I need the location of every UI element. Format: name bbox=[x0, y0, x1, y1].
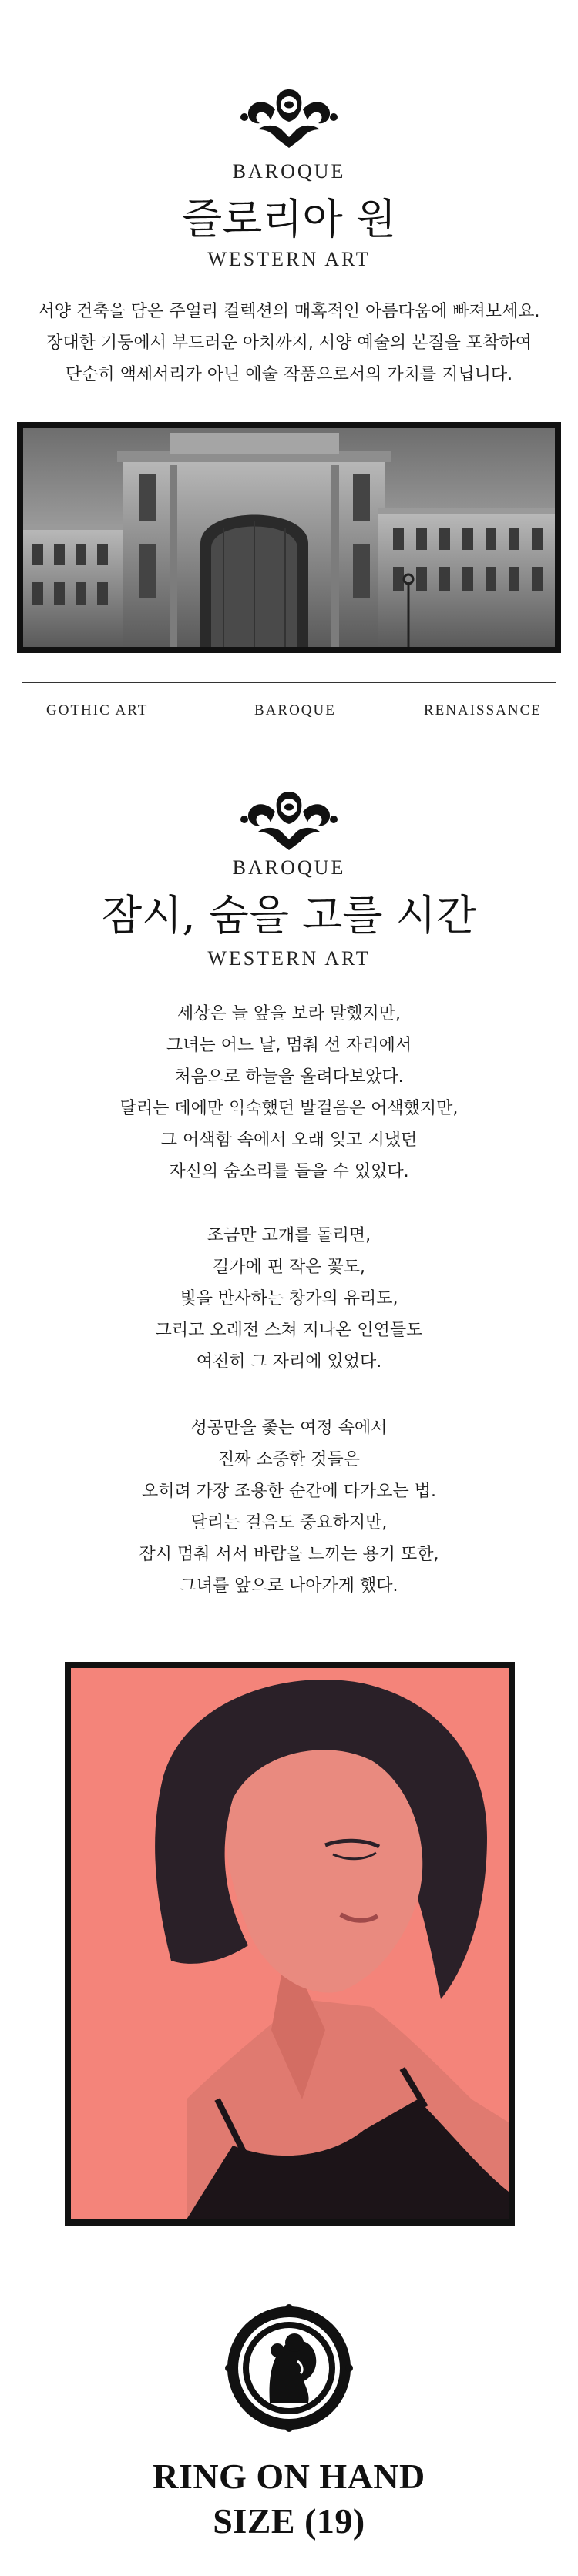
story-title: 잠시, 숨을 고를 시간 bbox=[102, 891, 476, 940]
ornamental-crest-icon bbox=[235, 786, 343, 855]
story-line: 자신의 숨소리를 들을 수 있었다. bbox=[169, 1162, 409, 1181]
story-line: 조금만 고개를 돌리면, bbox=[207, 1226, 371, 1245]
story-line: 그녀는 어느 날, 멈춰 선 자리에서 bbox=[166, 1036, 412, 1055]
section-divider bbox=[22, 682, 556, 683]
nav-item-gothic-art[interactable]: GOTHIC ART bbox=[46, 702, 149, 719]
nav-item-baroque[interactable]: BAROQUE bbox=[254, 702, 336, 719]
story-line: 그 어색함 속에서 오래 잊고 지냈던 bbox=[160, 1131, 418, 1150]
story-paragraph bbox=[0, 1220, 578, 1378]
nav-item-renaissance[interactable]: RENAISSANCE bbox=[424, 702, 542, 719]
story-line: 처음으로 하늘을 올려다보았다. bbox=[174, 1067, 404, 1087]
story-line: 세상은 늘 앞을 보라 말했지만, bbox=[177, 1004, 401, 1023]
ring-size-label: SIZE (19) bbox=[213, 2501, 365, 2541]
brand-label: BAROQUE bbox=[232, 160, 346, 183]
ring-on-hand-heading: RING ON HAND bbox=[153, 2457, 425, 2496]
story-line: 진짜 소중한 것들은 bbox=[217, 1450, 360, 1469]
story-paragraph bbox=[0, 1412, 578, 1602]
brand-label: BAROQUE bbox=[232, 856, 346, 879]
story-line: 빛을 반사하는 창가의 유리도, bbox=[180, 1289, 398, 1308]
portrait-illustration bbox=[65, 1662, 515, 2226]
story-line: 길가에 핀 작은 꽃도, bbox=[213, 1258, 365, 1277]
story-line: 달리는 데에만 익숙했던 발걸음은 어색했지만, bbox=[119, 1099, 459, 1118]
story-line: 그녀를 앞으로 나아가게 했다. bbox=[180, 1576, 398, 1596]
page-title: 즐로리아 원 bbox=[182, 195, 396, 243]
story-paragraph bbox=[0, 998, 578, 1188]
description-line: 서양 건축을 담은 주얼리 컬렉션의 매혹적인 아름다움에 빠져보세요. bbox=[38, 302, 540, 321]
cameo-medallion-icon bbox=[223, 2303, 355, 2434]
story-line: 달리는 걸음도 중요하지만, bbox=[190, 1513, 388, 1533]
story-line: 오히려 가장 조용한 순간에 다가오는 법. bbox=[142, 1482, 436, 1501]
intro-description bbox=[0, 296, 578, 390]
ornamental-crest-icon bbox=[235, 83, 343, 152]
story-line: 그리고 오래전 스쳐 지나온 인연들도 bbox=[155, 1321, 423, 1340]
subtitle-label: WESTERN ART bbox=[207, 947, 371, 970]
story-line: 성공만을 좇는 여정 속에서 bbox=[190, 1419, 388, 1438]
subtitle-label: WESTERN ART bbox=[207, 248, 371, 270]
description-line: 장대한 기둥에서 부드러운 아치까지, 서양 예술의 본질을 포착하여 bbox=[46, 333, 532, 353]
story-line: 여전히 그 자리에 있었다. bbox=[196, 1352, 382, 1372]
story-line: 잠시 멈춰 서서 바람을 느끼는 용기 또한, bbox=[139, 1545, 439, 1564]
architecture-photo bbox=[17, 422, 561, 653]
description-line: 단순히 액세서리가 아닌 예술 작품으로서의 가치를 지닙니다. bbox=[65, 365, 513, 384]
